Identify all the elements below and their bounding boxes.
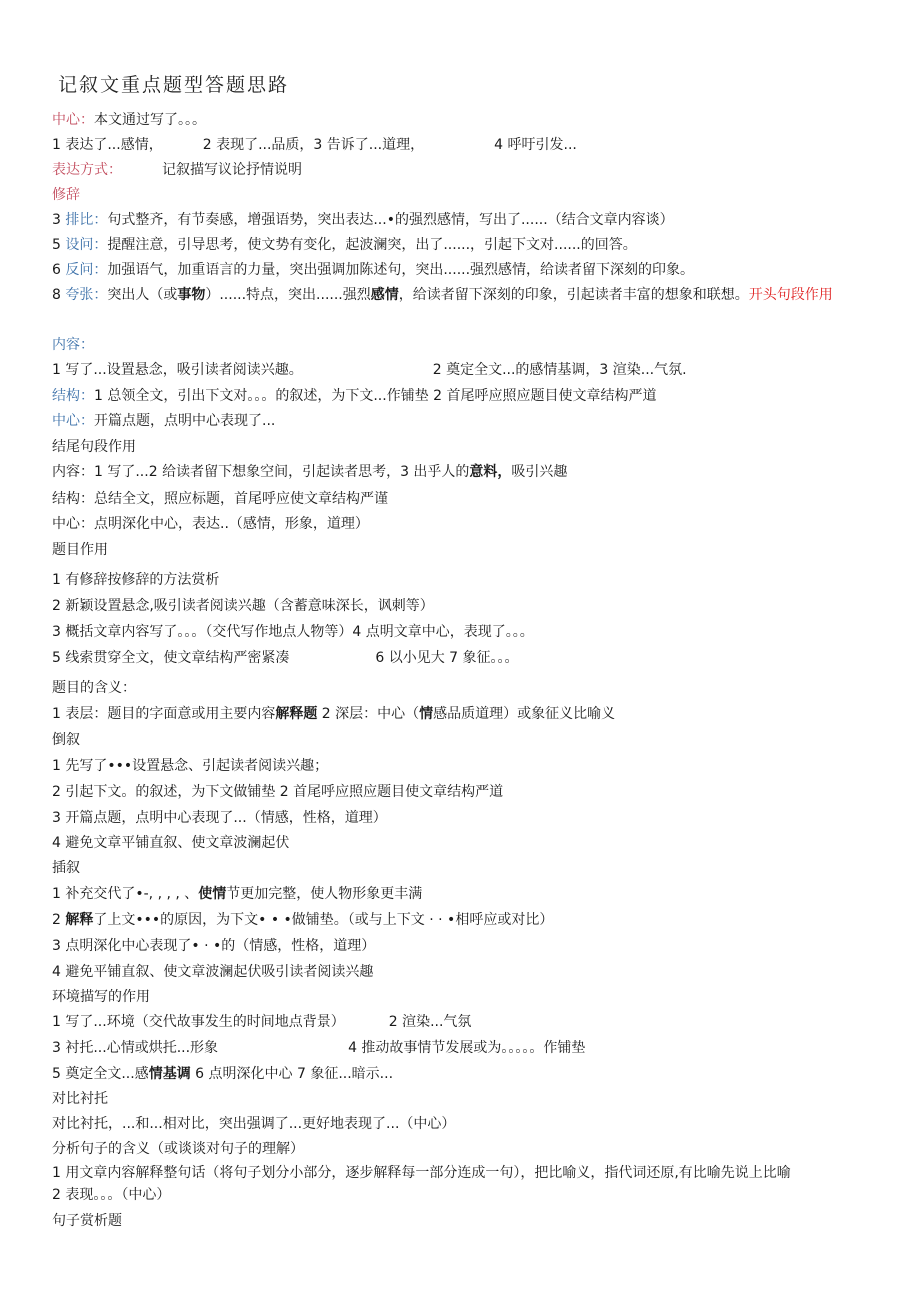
ending-section-heading: 结尾句段作用 [52,439,136,455]
flashback-4: 4 避免文章平铺直叙、使文章波澜起伏 [52,835,290,851]
parallelism-line [52,210,872,230]
item-number: 8 [52,287,66,303]
flashback-1: 1 先写了•••设置悬念、引起读者阅读兴趣； [52,758,329,774]
environment-3 [52,1038,872,1058]
title-meaning-text: 1 表层：题目的字面意或用主要内容 [52,706,276,722]
environment-1-text: 1 写了...环境（交代故事发生的时间地点背景） [52,1014,345,1030]
hyperbole-text: 突出人（或 [107,287,178,303]
ending-content-text: 内容：1 写了...2 给读者留下想象空间，引起读者思考，3 出乎人的 [52,464,470,480]
hyperbole-line [52,284,864,306]
hyperbole-label: 夸张： [65,287,108,303]
counter-question-label: 反问： [65,262,108,278]
sentence-meaning-text-2: 2 表现。。。（中心） [52,1187,171,1203]
title-meaning-line [52,704,872,724]
ending-center-line: 中心：点明深化中心，表达..（感情，形象，道理） [52,516,369,532]
environment-5-text: 6 点明深化中心 7 象征...暗示... [190,1066,394,1082]
flashback-2: 2 引起下文。的叙述，为下文做铺垫 2 首尾呼应照应题目使文章结构严道 [52,784,504,800]
contrast-line: 对比衬托，...和...相对比，突出强调了...更好地表现了...（中心） [52,1116,456,1132]
center-line [52,110,872,130]
item-number: 5 [52,237,66,253]
opening-section-heading: 开头句段作用 [748,287,833,303]
parallelism-label: 排比： [65,212,108,228]
expression-mode-text: 记叙描写议论抒情说明 [162,162,302,178]
title-meaning-text: 感品质道理）或象征义比喻义 [433,706,616,722]
expression-1: 1 表达了...感情， [52,137,163,153]
center-point-label: 中心： [52,413,94,429]
insertion-2-text: 了上文•••的原因，为下文• • •做铺垫。（或与上下文 · · •相呼应或对比） [93,912,554,928]
expressions-line [52,135,872,155]
center-text: 本文通过写了。。。 [94,112,206,128]
rhetorical-question-text: 提醒注意，引导思考，使文势有变化，起波澜突，出了......，引起下文对......的回答。 [107,237,637,253]
sentence-meaning-heading: 分析句子的含义（或谈谈对句子的理解） [52,1141,304,1157]
contrast-heading: 对比衬托 [52,1091,108,1107]
item-number: 3 [52,212,66,228]
hyperbole-text: ）......特点，突出......强烈 [205,287,371,303]
expression-mode-line [52,160,872,180]
content-text-a: 1 写了...设置悬念，吸引读者阅读兴趣。 [52,362,303,378]
hyperbole-text: ，给读者留下深刻的印象，引起读者丰富的想象和联想。 [398,287,749,303]
title-function-2: 2 新颖设置悬念,吸引读者阅读兴趣（含蓄意味深长，讽刺等） [52,598,434,614]
content-heading [52,335,872,355]
insertion-1-bold: 使情 [198,886,227,902]
insertion-heading: 插叙 [52,860,80,876]
ending-content-bold: 意料， [469,464,512,480]
ending-structure-line: 结构：总结全文，照应标题，首尾呼应使文章结构严谨 [52,491,388,507]
rhetoric-heading [52,185,872,205]
content-line [52,360,872,380]
title-function-6-text: 6 以小见大 7 象征。。。 [375,650,519,666]
center-label: 中心： [52,112,94,128]
sentence-meaning-text: 1 用文章内容解释整句话（将句子划分小部分，逐步解释每一部分连成一句），把比喻义，指代词还原,有比喻先说上比喻 [52,1165,791,1181]
structure-line [52,386,872,406]
environment-3-text: 3 衬托...心情或烘托...形象 [52,1040,219,1056]
hyperbole-bold: 事物 [177,287,206,303]
title-function-5 [52,648,872,668]
insertion-1-text: 1 补充交代了•-, , , , 、 [52,886,199,902]
counter-question-line [52,260,872,280]
rhetoric-label: 修辞 [52,187,80,203]
expression-4: 4 呼吁引发... [494,137,577,153]
title-function-1: 1 有修辞按修辞的方法赏析 [52,572,220,588]
ending-content-text: 吸引兴趣 [511,464,568,480]
structure-label: 结构： [52,388,94,404]
sentence-meaning-line [52,1162,864,1206]
environment-heading: 环境描写的作用 [52,989,150,1005]
insertion-1 [52,884,872,904]
insertion-2-bold: 解释 [65,912,94,928]
center-point-text: 开篇点题，点明中心表现了... [94,413,276,429]
expression-mode-label: 表达方式： [52,162,122,178]
environment-5-text: 5 奠定全文...感 [52,1066,149,1082]
counter-question-text: 加强语气，加重语言的力量，突出强调加陈述句，突出......强烈感情，给读者留下深刻的印象。 [107,262,695,278]
rhetorical-question-label: 设问： [65,237,108,253]
ending-content-line [52,462,872,482]
rhetorical-question-line [52,235,872,255]
sentence-appreciation-heading: 句子赏析题 [52,1213,122,1229]
title-meaning-bold: 解释题 [275,706,318,722]
environment-2-text: 2 渲染...气氛 [388,1014,472,1030]
insertion-2 [52,910,872,930]
environment-5-bold: 情基调 [148,1066,191,1082]
title-function-3: 3 概括文章内容写了。。。（交代写作地点人物等）4 点明文章中心，表现了。。。 [52,624,534,640]
content-label: 内容： [52,337,94,353]
title-meaning-heading: 题目的含义： [52,680,136,696]
title-function-heading: 题目作用 [52,542,108,558]
content-text-b: 2 奠定全文...的感情基调，3 渲染...气氛. [432,362,687,378]
structure-text: 1 总领全文，引出下文对。。。的叙述，为下文...作铺垫 2 首尾呼应照应题目使文章结构严道 [94,388,657,404]
flashback-heading: 倒叙 [52,732,80,748]
parallelism-text: 句式整齐，有节奏感，增强语势，突出表达...•的强烈感情，写出了......（结合文章内容谈） [107,212,674,228]
title-meaning-bold: 情 [419,706,434,722]
insertion-2-text: 2 [52,912,66,928]
expression-2: 2 表现了...品质，3 告诉了...道理， [202,137,425,153]
hyperbole-bold: 感情 [370,287,399,303]
insertion-1-text: 节更加完整，使人物形象更丰满 [226,886,423,902]
flashback-3: 3 开篇点题，点明中心表现了...（情感，性格，道理） [52,810,387,826]
insertion-3: 3 点明深化中心表现了• · •的（情感，性格，道理） [52,938,376,954]
insertion-4: 4 避免平铺直叙、使文章波澜起伏吸引读者阅读兴趣 [52,964,374,980]
title-meaning-text: 2 深层：中心（ [317,706,420,722]
document-title: 记叙文重点题型答题思路 [58,74,290,96]
environment-5 [52,1064,872,1084]
environment-1 [52,1012,872,1032]
environment-4-text: 4 推动故事情节发展或为。。。。。作铺垫 [348,1040,586,1056]
item-number: 6 [52,262,66,278]
title-function-5-text: 5 线索贯穿全文，使文章结构严密紧凑 [52,650,290,666]
center-point-line [52,411,872,431]
